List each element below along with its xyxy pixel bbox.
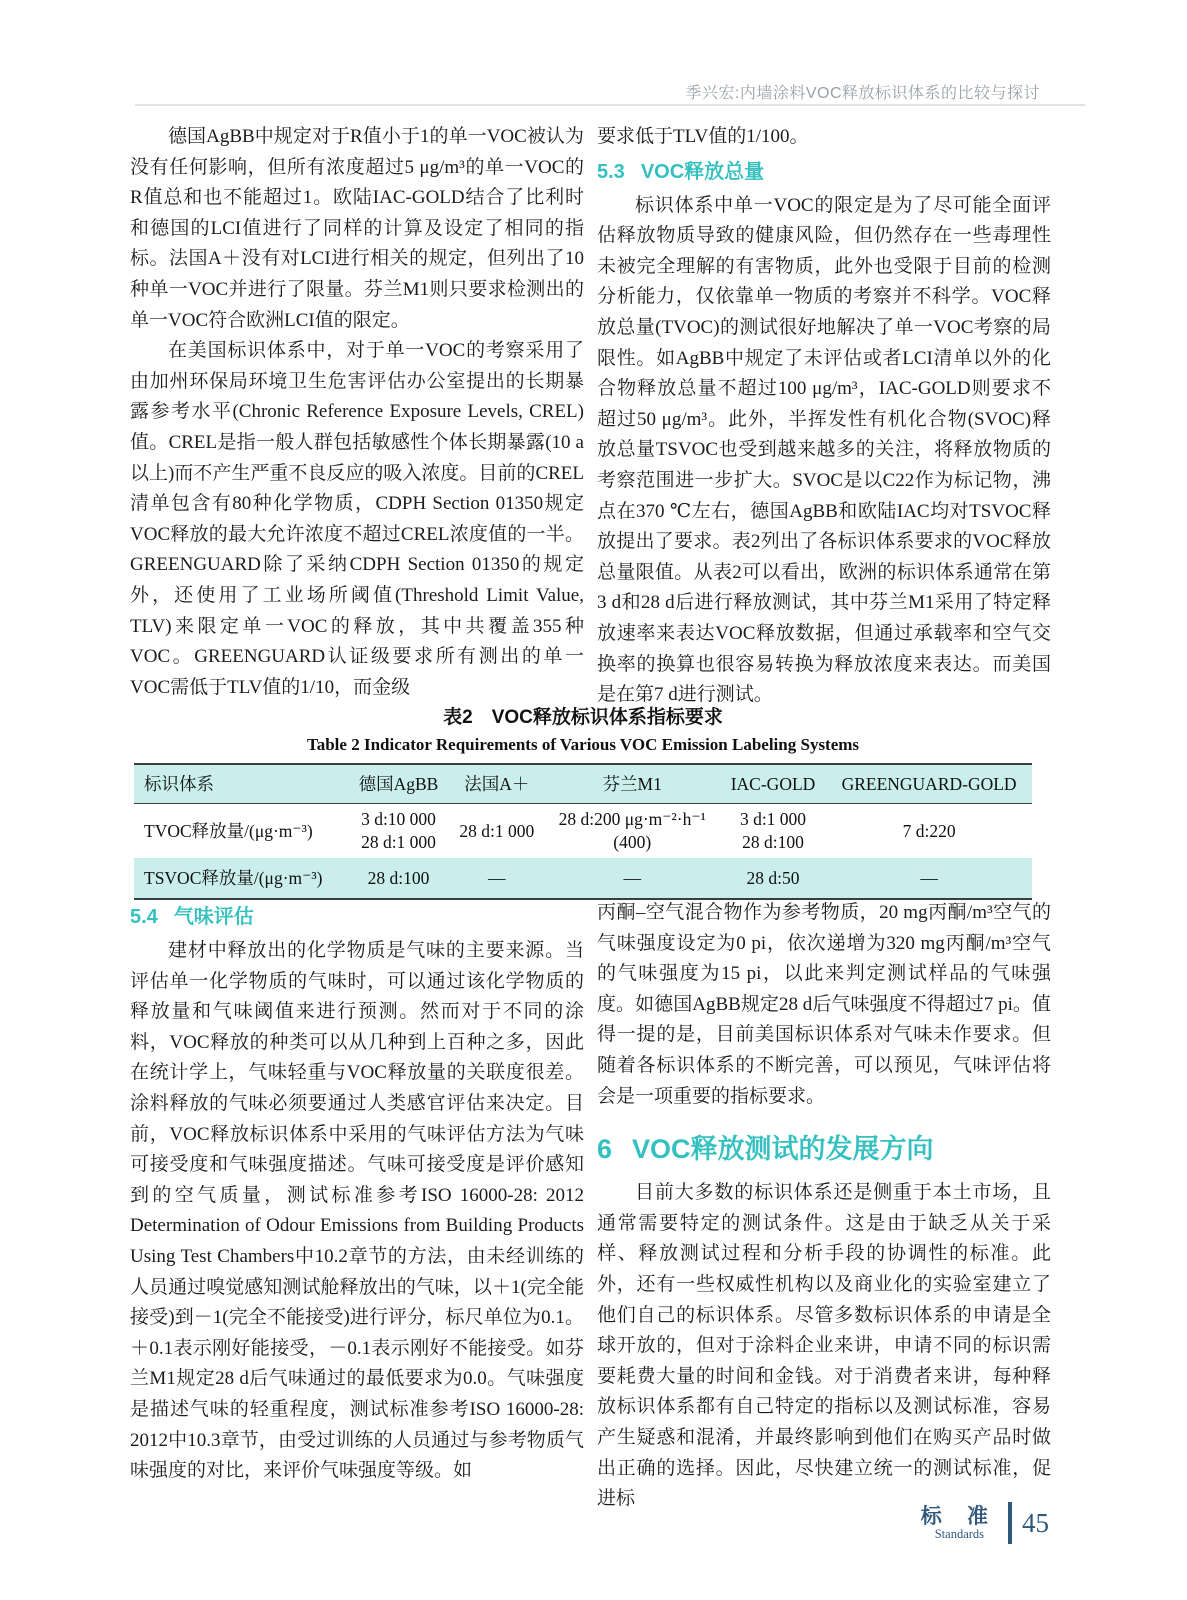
tsvoc-iac: 28 d:50	[746, 867, 800, 888]
footer-journal-name	[921, 1505, 998, 1542]
footer-title-zh: 标 准	[920, 1503, 998, 1528]
cell-line: 28 d:200 μg·m⁻²·h⁻¹	[558, 809, 706, 829]
section-heading-5-4	[130, 902, 584, 932]
tsvoc-label: TSVOC释放量/(μg·m⁻³)	[144, 867, 323, 888]
table-caption-zh: 表2 VOC释放标识体系指标要求	[443, 707, 723, 728]
col-header-m1: 芬兰M1	[545, 764, 720, 804]
paragraph: 标识体系中单一VOC的限定是为了尽可能全面评估释放物质导致的健康风险，但仍然存在一些毒理性未被完全理解的有害物质，此外也受限于目前的检测分析能力，仅依靠单一物质的考察并不科学。VOC释放总量(TVOC)的测试很好地解决了单一VOC考察的局限性。如AgBB中规定了未评估或者LCI清单以外的化合物释放总量不超过100 μg/m³，IAC-GOLD则要求不超过50 μg/m³。此外，半挥发性有机化合物(SVOC)释放总量TSVOC也受到越来越多的关注，将释放物质的考察范围进一步扩大。SVOC是以C22作为标记物，沸点在370 ℃左右，德国AgBB和欧陆IAC均对TSVOC释放提出了要求。表2列出了各标识体系要求的VOC释放总量限值。从表2可以看出，欧洲的标识体系通常在第3 d和28 d后进行释放测试，其中芬兰M1采用了特定释放速率来表达VOC释放数据，但通过承载率和空气交换率的换算也很容易转换为释放浓度来表达。而美国是在第7 d进行测试。	[597, 194, 1051, 706]
table-header-row	[134, 764, 1032, 804]
section-heading-6	[597, 1130, 1051, 1168]
header-divider	[135, 104, 1085, 106]
section-number: 5.3	[597, 160, 625, 183]
running-head: 季兴宏:内墙涂料VOC释放标识体系的比较与探讨	[685, 85, 1040, 102]
right-column-top	[597, 122, 1051, 711]
footer-title-en: Standards	[934, 1526, 985, 1541]
tsvoc-greenguard: —	[920, 867, 938, 888]
paragraph: 目前大多数的标识体系还是侧重于本土市场，且通常需要特定的测试条件。这是由于缺乏从关于采样、释放测试过程和分析手段的协调性的标准。此外，还有一些权威性机构以及商业化的实验室建立了他们自己的标识体系。尽管多数标识体系的申请是全球开放的，但对于涂料企业来讲，申请不同的标识需要耗费大量的时间和金钱。对于消费者来讲，每种释放标识体系都有自己特定的指标以及测试标准，容易产生疑惑和混淆，并最终影响到他们在购买产品时做出正确的选择。因此，尽快建立统一的测试标准，促进标	[597, 1182, 1051, 1510]
tsvoc-france: —	[488, 867, 506, 888]
page-number: 45	[1022, 1507, 1049, 1538]
paragraph: 在美国标识体系中，对于单一VOC的考察采用了由加州环保局环境卫生危害评估办公室提出的长期暴露参考水平(Chronic Reference Exposure Levels, CREL)值。CREL是指一般人群包括敏感性个体长期暴露(10 a以上)而不产生严重不良反应的吸入浓度。目前的CREL清单包含有80种化学物质，CDPH Section 01350规定VOC释放的最大允许浓度不超过CREL浓度值的一半。GREENGUARD除了采纳CDPH Section 01350的规定外，还使用了工业场所阈值(Threshold Limit Value, TLV)来限定单一VOC的释放，其中共覆盖355种VOC。GREENGUARD认证级要求所有测出的单一VOC需低于TLV值的1/10，而金级	[130, 340, 584, 698]
paragraph-continuation: 要求低于TLV值的1/100。	[597, 126, 809, 147]
tsvoc-m1: —	[623, 867, 641, 888]
col-header-iac: IAC-GOLD	[720, 764, 826, 804]
section-heading-5-3	[597, 157, 1051, 187]
section-number: 5.4	[130, 906, 158, 928]
tvoc-label: TVOC释放量/(μg·m⁻³)	[144, 820, 313, 841]
section-title: VOC释放测试的发展方向	[632, 1134, 934, 1165]
section-title: VOC释放总量	[640, 160, 765, 183]
col-header-greenguard: GREENGUARD-GOLD	[826, 764, 1032, 804]
paragraph-continuation: 丙酮–空气混合物作为参考物质，20 mg丙酮/m³空气的气味强度设定为0 pi，依次递增为320 mg丙酮/m³空气的气味强度为15 pi，以此来判定测试样品的气味强度。如德国AgBB规定28 d后气味强度不得超过7 pi。值得一提的是，目前美国标识体系对气味未作要求。但随着各标识体系的不断完善，可以预见，气味评估将会是一项重要的指标要求。	[597, 902, 1051, 1107]
left-column-top	[130, 122, 584, 703]
cell-line: 28 d:100	[742, 832, 804, 852]
tvoc-m1	[545, 804, 720, 859]
cell-line: 3 d:1 000	[739, 809, 807, 829]
col-header-agbb: 德国AgBB	[348, 764, 449, 804]
cell-line: (400)	[613, 832, 652, 852]
cell-line: 3 d:10 000	[361, 809, 436, 829]
tvoc-france: 28 d:1 000	[459, 820, 535, 841]
table-caption-en: Table 2 Indicator Requirements of Various VOC Emission Labeling Systems	[306, 735, 860, 754]
left-column-bottom	[130, 898, 584, 1487]
tsvoc-agbb: 28 d:100	[367, 867, 430, 888]
table-2-block	[134, 702, 1032, 900]
voc-requirements-table	[134, 763, 1032, 900]
right-column-bottom	[597, 898, 1051, 1515]
paragraph: 建材中释放出的化学物质是气味的主要来源。当评估单一化学物质的气味时，可以通过该化学物质的释放量和气味阈值来进行预测。然而对于不同的涂料，VOC释放的种类可以从几种到上百种之多，因此在统计学上，气味轻重与VOC释放量的关联度很差。涂料释放的气味必须要通过人类感官评估来决定。目前，VOC释放标识体系中采用的气味评估方法为气味可接受度和气味强度描述。气味可接受度是评价感知到的空气质量，测试标准参考ISO 16000-28: 2012 Determination of Odour Emissions from Building Products Using Test Chambers中10.2章节的方法，由未经训练的人员通过嗅觉感知测试舱释放出的气味，以＋1(完全能接受)到－1(完全不能接受)进行评分，标尺单位为0.1。＋0.1表示刚好能接受，－0.1表示刚好不能接受。如芬兰M1规定28 d后气味通过的最低要求为0.0。气味强度是描述气味的轻重程度，测试标准参考ISO 16000-28: 2012中10.3章节，由受过训练的人员通过与参考物质气味强度的对比，来评价气味强度等级。如	[130, 940, 584, 1482]
table-row	[134, 804, 1032, 859]
col-header-system: 标识体系	[134, 764, 348, 804]
section-number: 6	[597, 1134, 613, 1165]
page-footer	[921, 1502, 1049, 1544]
footer-divider-bar	[1008, 1502, 1012, 1544]
tvoc-iac	[720, 804, 826, 859]
tvoc-agbb	[348, 804, 449, 859]
col-header-france: 法国A＋	[449, 764, 545, 804]
section-title: 气味评估	[173, 906, 254, 928]
paragraph: 德国AgBB中规定对于R值小于1的单一VOC被认为没有任何影响，但所有浓度超过5 μg/m³的单一VOC的R值总和也不能超过1。欧陆IAC-GOLD结合了比利时和德国的LCI值进行了同样的计算及设定了相同的指标。法国A＋没有对LCI进行相关的规定，但列出了10种单一VOC并进行了限量。芬兰M1则只要求检测出的单一VOC符合欧洲LCI值的限定。	[130, 126, 584, 331]
cell-line: 28 d:1 000	[361, 832, 436, 852]
tvoc-greenguard: 7 d:220	[902, 820, 956, 841]
table-row	[134, 858, 1032, 899]
